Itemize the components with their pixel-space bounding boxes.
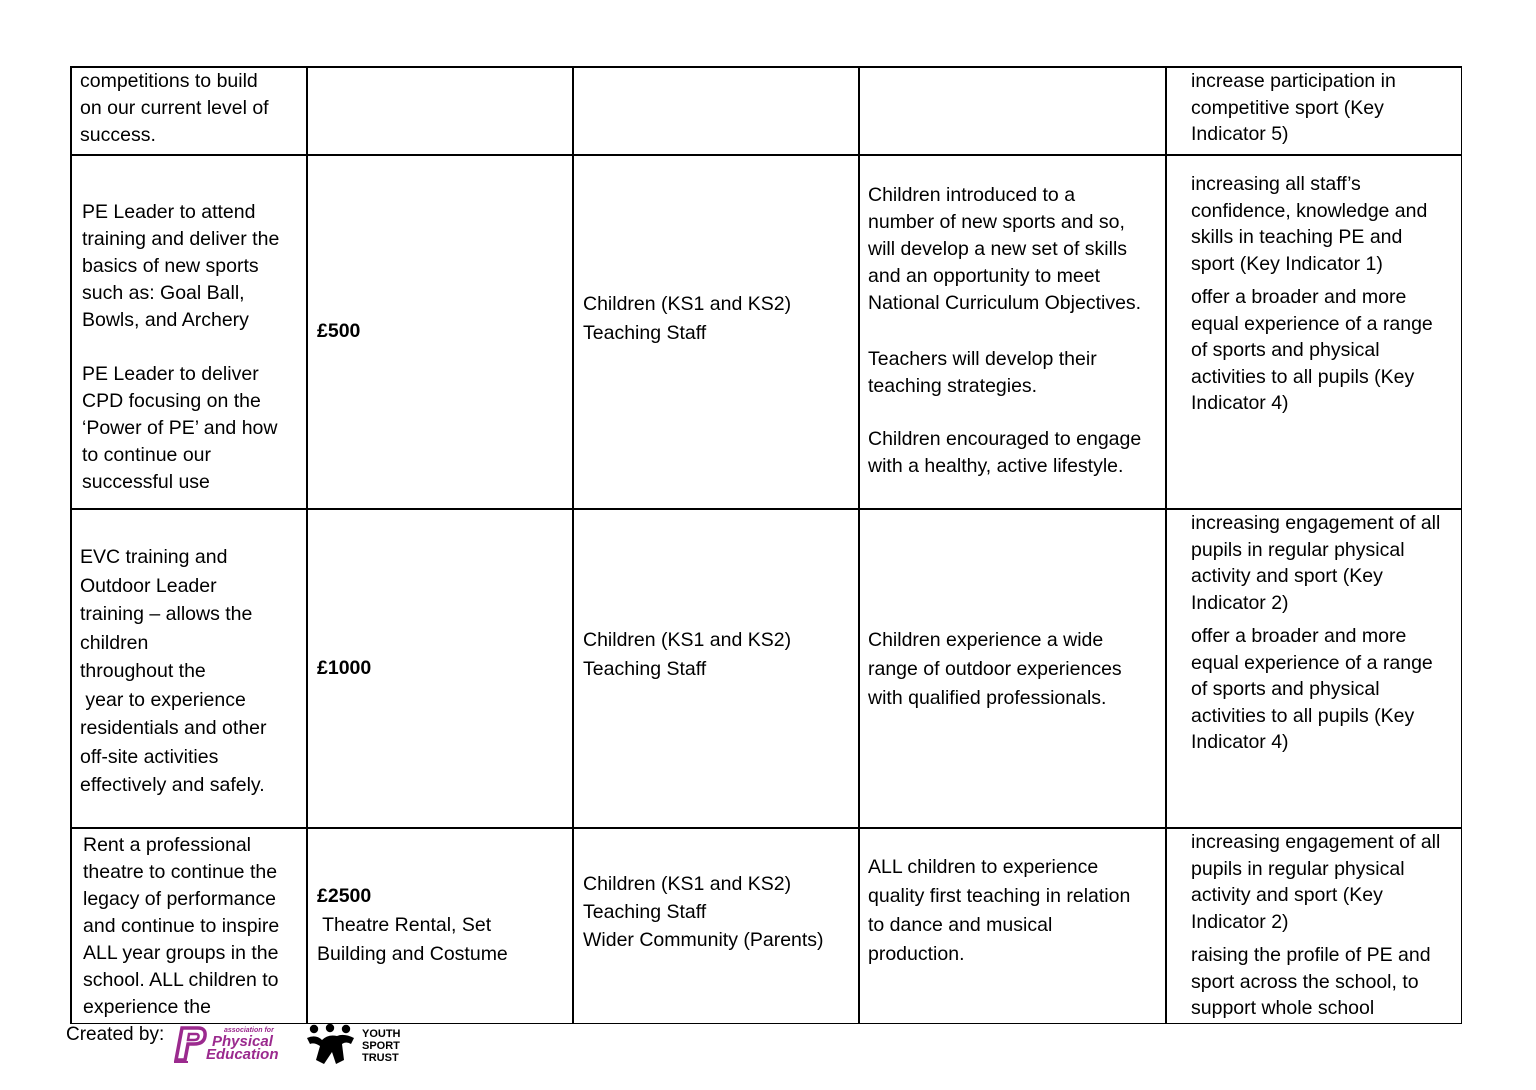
cell-line: Indicator 2) [1191, 910, 1289, 933]
row-4-funding-cell [317, 882, 508, 969]
cell-line: school. ALL children to [83, 969, 279, 991]
cell-line: activity and sport (Key [1191, 884, 1383, 906]
cell-line: equal experience of a range [1191, 651, 1433, 674]
cell-line: success. [80, 124, 156, 146]
row-3-impact-cell [868, 626, 1122, 713]
row-2-key-indicators-cell [1191, 171, 1433, 424]
cell-line: ALL year groups in the [83, 942, 279, 964]
cell-line: theatre to continue the [83, 861, 278, 883]
cell-line: Indicator 4) [1191, 392, 1289, 414]
row-4-impact-cell [868, 853, 1130, 969]
cell-line: Teaching Staff [583, 901, 707, 923]
funding-amount: £500 [317, 320, 361, 342]
cell-line: Children (KS1 and KS2) [583, 629, 792, 651]
cell-line: EVC training and [80, 546, 228, 568]
row-3-beneficiaries-cell [583, 626, 791, 684]
cell-line: throughout the [80, 660, 206, 682]
cell-line: activities to all pupils (Key [1191, 704, 1415, 727]
cell-line: Bowls, and Archery [82, 309, 249, 331]
cell-line: of sports and physical [1191, 678, 1380, 700]
cell-line: Outdoor Leader [80, 574, 217, 597]
cell-line: such as: Goal Ball, [82, 282, 245, 304]
cell-line: Teaching Staff [583, 322, 707, 344]
cell-line: Indicator 4) [1191, 731, 1289, 753]
cell-line: residentials and other [80, 717, 267, 739]
cell-line: activity and sport (Key [1191, 565, 1383, 587]
cell-line: increase participation in [1191, 70, 1396, 92]
row-3-funding-cell [317, 655, 371, 682]
cell-line: legacy of performance [83, 888, 276, 910]
funding-table [70, 66, 1462, 1024]
table-border-right [1461, 66, 1463, 1024]
cell-line: effectively and safely. [80, 774, 265, 796]
cell-line: Teachers will develop their [868, 348, 1097, 370]
column-divider [306, 66, 308, 1024]
cell-line: children [80, 631, 149, 654]
cell-line: production. [868, 943, 965, 965]
column-divider [858, 66, 860, 1024]
cell-line: with qualified professionals. [868, 687, 1107, 709]
cell-line: skills in teaching PE and [1191, 226, 1403, 248]
cell-line: Building and Costume [317, 943, 508, 965]
cell-line: experience the [83, 996, 211, 1018]
cell-line: will develop a new set of skills [868, 238, 1128, 260]
row-2-action-cell [82, 199, 279, 496]
cell-line: Wider Community (Parents) [583, 929, 824, 951]
afpe-logo-tagline: association for [224, 1027, 274, 1034]
cell-line: quality first teaching in relation [868, 885, 1131, 907]
cell-line: confidence, knowledge and [1191, 199, 1428, 222]
table-border-left [70, 66, 72, 1024]
cell-line: PE Leader to attend [82, 201, 256, 223]
created-by-label: Created by: [66, 1024, 165, 1045]
cell-line: of sports and physical [1191, 339, 1380, 361]
cell-line: Children introduced to a [868, 184, 1076, 206]
cell-line: Rent a professional [83, 834, 252, 856]
cell-line: competitive sport (Key [1191, 96, 1384, 119]
row-4-action-cell [83, 832, 279, 1021]
row-2-impact-cell [868, 182, 1141, 480]
afpe-logo-icon [172, 1024, 300, 1064]
cell-line: to continue our [82, 444, 212, 466]
cell-line: increasing engagement of all [1191, 512, 1441, 534]
row-2-funding-cell [317, 318, 360, 345]
cell-line: equal experience of a range [1191, 312, 1433, 335]
cell-line: activities to all pupils (Key [1191, 365, 1415, 388]
row-4-key-indicators-cell [1191, 829, 1440, 1029]
cell-line: Teaching Staff [583, 658, 707, 680]
column-divider [1165, 66, 1167, 1024]
cell-line: teaching strategies. [868, 375, 1038, 397]
cell-line: basics of new sports [82, 255, 259, 277]
youth-sport-trust-logo [306, 1024, 410, 1071]
cell-line: training and deliver the [82, 228, 280, 250]
cell-line: pupils in regular physical [1191, 538, 1405, 561]
cell-line: and continue to inspire [83, 915, 280, 937]
yst-logo-line-2: SPORT [362, 1040, 400, 1052]
cell-line: with a healthy, active lifestyle. [868, 455, 1124, 477]
row-3-action-cell [80, 543, 266, 800]
cell-line: increasing engagement of all [1191, 831, 1441, 853]
funding-amount: £2500 [317, 885, 372, 907]
cell-line: off-site activities [80, 745, 219, 768]
cell-line: on our current level of [80, 97, 269, 119]
row-3-key-indicators-cell [1191, 510, 1440, 763]
cell-line: to dance and musical [868, 914, 1053, 936]
column-divider [572, 66, 574, 1024]
row-4-beneficiaries-cell [583, 870, 824, 954]
yst-logo-line-3: TRUST [362, 1052, 399, 1064]
cell-line: Children (KS1 and KS2) [583, 293, 792, 315]
cell-line: ALL children to experience [868, 856, 1099, 878]
cell-line: Indicator 5) [1191, 123, 1289, 145]
cell-line: Children (KS1 and KS2) [583, 873, 792, 895]
cell-line: Theatre Rental, Set [317, 914, 492, 936]
cell-line: pupils in regular physical [1191, 857, 1405, 880]
cell-line: sport (Key Indicator 1) [1191, 252, 1383, 275]
yst-logo-line-1: YOUTH [362, 1028, 401, 1040]
cell-line: ‘Power of PE’ and how [82, 417, 278, 439]
row-2-beneficiaries-cell [583, 290, 791, 348]
youth-sport-trust-logo-icon [306, 1024, 410, 1066]
afpe-logo [172, 1024, 300, 1069]
cell-line: offer a broader and more [1191, 625, 1407, 647]
cell-line: and an opportunity to meet [868, 265, 1100, 287]
cell-line: raising the profile of PE and [1191, 944, 1431, 966]
cell-line: number of new sports and so, [868, 211, 1125, 233]
cell-line: CPD focusing on the [82, 390, 261, 412]
cell-line: competitions to build [80, 70, 258, 92]
cell-line: support whole school [1191, 997, 1375, 1019]
afpe-logo-line-2: Education [206, 1046, 279, 1063]
funding-amount: £1000 [317, 657, 372, 679]
cell-line: offer a broader and more [1191, 286, 1407, 308]
afpe-logo-line-1: Physical [212, 1033, 273, 1050]
cell-line: year to experience [80, 688, 246, 711]
cell-line: National Curriculum Objectives. [868, 292, 1142, 314]
cell-line: range of outdoor experiences [868, 658, 1122, 680]
cell-line: Children experience a wide [868, 629, 1104, 651]
cell-line: Indicator 2) [1191, 591, 1289, 614]
cell-line: Children encouraged to engage [868, 428, 1142, 450]
row-1-key-indicators-cell [1191, 68, 1396, 155]
cell-line: PE Leader to deliver [82, 363, 259, 385]
cell-line: increasing all staff’s [1191, 173, 1361, 195]
row-1-action-cell [80, 68, 269, 149]
cell-line: sport across the school, to [1191, 970, 1419, 993]
cell-line: successful use [82, 471, 210, 493]
cell-line: training – allows the [80, 603, 253, 625]
